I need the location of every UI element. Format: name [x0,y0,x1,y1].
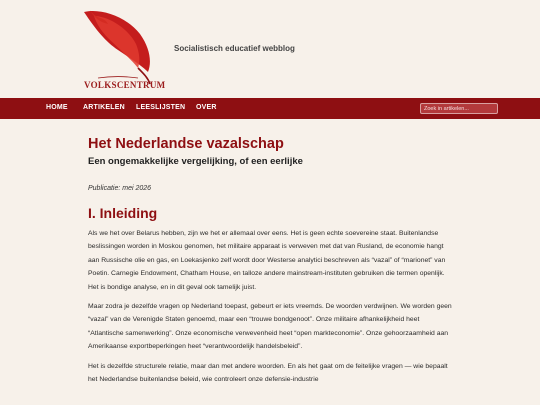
site-header [0,0,540,98]
article-paragraph: Als we het over Belarus hebben, zijn we het er allemaal over eens. Het is geen echte soevereine staat. Buitenlandse beslissingen worden in Moskou genomen, het militaire apparaat is verweven met dat van Rusland, de economie hangt aan Russische olie en gas, en Loekasjenko zelf wordt door Westerse analytici beschreven als “vazal” of “marionet” van Poetin. Carnegie Endowment, Chatham House, en talloze andere mainstream-instituten gebruiken die termen openlijk. Het is bondige analyse, en in dit geval ook tamelijk juist. [88,230,446,291]
nav-leeslijsten[interactable]: LEESLIJSTEN [136,104,186,111]
publication-date: Publicatie: mei 2026 [88,185,152,192]
article-title: Het Nederlandse vazalschap [88,136,284,152]
nav-over[interactable]: OVER [196,104,217,111]
article-paragraph: Het is dezelfde structurele relatie, maar dan met andere woorden. En als het gaat om de feitelijke vragen — wie bepaalt het Nederlandse buitenlandse beleid, wie controleert onze defensie-industrie [88,362,448,384]
article-paragraph: Maar zodra je dezelfde vragen op Nederland toepast, gebeurt er iets vreemds. De woorden verdwijnen. We worden geen “vazal” van de Verenigde Staten genoemd, maar een “trouwe bondgenoot”. Onze militaire afhankelijkheid heet “Atlantische samenwerking”. Onze economische verwevenheid heet “open markteconomie”. Onze gehoorzaamheid aan Amerikaanse exportbeperkingen heet “verantwoordelijk handelsbeleid”. [88,303,452,351]
site-tagline: Socialistisch educatief webblog [174,44,295,53]
nav-artikelen[interactable]: ARTIKELEN [83,104,125,111]
article-content [88,128,456,386]
search-input[interactable]: Zoek in artikelen... [420,103,498,114]
nav-home[interactable]: HOME [46,104,68,111]
logo-text: VOLKSCENTRUM [84,80,166,90]
article-subtitle: Een ongemakkelijke vergelijking, of een eerlijke [88,156,303,167]
section-heading: I. Inleiding [88,205,158,221]
